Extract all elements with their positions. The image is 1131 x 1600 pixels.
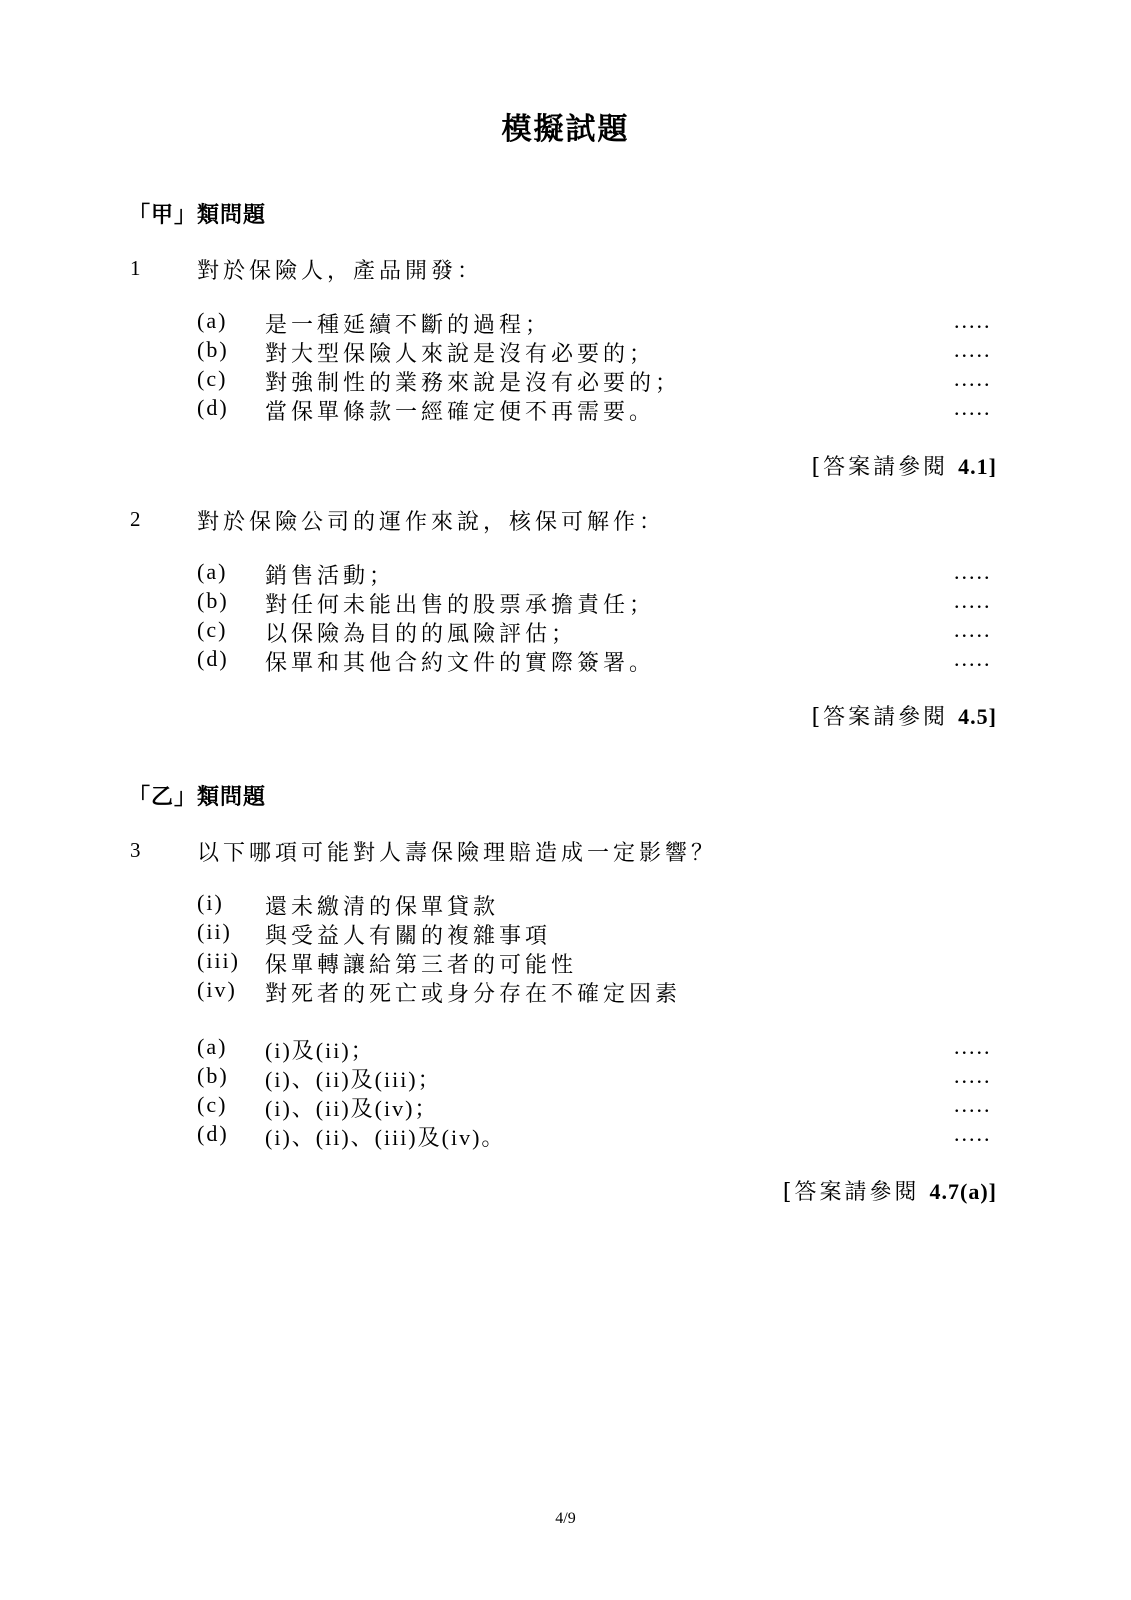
option-text: 對任何未能出售的股票承擔責任；	[265, 593, 656, 618]
option-text: 對強制性的業務來說是沒有必要的；	[265, 371, 682, 396]
answer-dots: .....	[954, 1092, 992, 1117]
section-heading-b: 「乙」類問題	[128, 784, 267, 810]
option-label: (a)	[197, 308, 228, 333]
option-text: 對大型保險人來說是沒有必要的；	[265, 342, 656, 367]
option-row	[197, 588, 997, 618]
option-row	[197, 1034, 997, 1064]
option-row	[197, 559, 997, 589]
option-row	[197, 366, 997, 396]
answer-reference	[812, 700, 997, 731]
answer-dots: .....	[954, 308, 992, 333]
question-text: 對於保險公司的運作來說，核保可解作：	[197, 510, 666, 535]
answer-dots: .....	[954, 617, 992, 642]
page-number: 4/9	[555, 1510, 576, 1527]
page-title: 模擬試題	[501, 112, 630, 147]
option-row	[197, 646, 997, 676]
option-row	[197, 1121, 997, 1151]
answer-dots: .....	[954, 1121, 992, 1146]
statement-text: 還未繳清的保單貸款	[265, 895, 500, 920]
option-row	[197, 1063, 997, 1093]
answer-dots: .....	[954, 1063, 992, 1088]
option-label: (b)	[197, 337, 229, 362]
answer-reference-code: 4.7(a)]	[929, 1179, 997, 1204]
answer-reference-prefix: [答案請參閱	[782, 1180, 920, 1205]
question-number: 3	[130, 838, 141, 862]
answer-dots: .....	[954, 366, 992, 391]
answer-dots: .....	[954, 646, 992, 671]
option-text: 保單和其他合約文件的實際簽署。	[265, 651, 656, 676]
answer-reference-code: 4.5]	[958, 704, 997, 729]
option-label: (d)	[197, 1121, 229, 1146]
option-text: 當保單條款一經確定便不再需要。	[265, 400, 656, 425]
option-text: 銷售活動；	[265, 564, 396, 589]
option-label: (b)	[197, 588, 229, 613]
option-label: (a)	[197, 559, 228, 584]
question-text: 對於保險人，產品開發：	[197, 259, 484, 284]
section-heading-a: 「甲」類問題	[128, 202, 267, 228]
option-label: (c)	[197, 366, 228, 391]
answer-reference	[783, 1175, 997, 1206]
option-text: (i)及(ii)；	[265, 1038, 375, 1063]
answer-reference-code: 4.1]	[958, 454, 997, 479]
question-number: 1	[130, 256, 141, 280]
answer-dots: .....	[954, 588, 992, 613]
answer-reference-prefix: [答案請參閱	[811, 705, 949, 730]
answer-dots: .....	[954, 559, 992, 584]
option-row	[197, 1092, 997, 1122]
answer-dots: .....	[954, 337, 992, 362]
option-text: (i)、(ii)及(iii)；	[265, 1067, 442, 1092]
option-label: (c)	[197, 617, 228, 642]
option-label: (d)	[197, 395, 229, 420]
option-row	[197, 395, 997, 425]
question-number: 2	[130, 507, 141, 531]
statement-label: (iv)	[197, 977, 237, 1002]
option-label: (c)	[197, 1092, 228, 1117]
statement-label: (i)	[197, 890, 224, 915]
option-label: (d)	[197, 646, 229, 671]
option-row	[197, 617, 997, 647]
option-row	[197, 308, 997, 338]
statement-text: 與受益人有關的複雜事項	[265, 924, 552, 949]
option-text: 是一種延續不斷的過程；	[265, 313, 552, 338]
statement-text: 保單轉讓給第三者的可能性	[265, 953, 578, 978]
answer-reference-prefix: [答案請參閱	[811, 455, 949, 480]
option-text: 以保險為目的的風險評估；	[265, 622, 578, 647]
question-text: 以下哪項可能對人壽保險理賠造成一定影響？	[197, 841, 718, 866]
statement-label: (iii)	[197, 948, 240, 973]
answer-dots: .....	[954, 395, 992, 420]
option-text: (i)、(ii)及(iv)；	[265, 1096, 439, 1121]
statement-text: 對死者的死亡或身分存在不確定因素	[265, 982, 682, 1007]
option-label: (b)	[197, 1063, 229, 1088]
option-row	[197, 337, 997, 367]
option-label: (a)	[197, 1034, 228, 1059]
statement-label: (ii)	[197, 919, 232, 944]
answer-reference	[812, 450, 997, 481]
option-text: (i)、(ii)、(iii)及(iv)。	[265, 1125, 506, 1150]
answer-dots: .....	[954, 1034, 992, 1059]
